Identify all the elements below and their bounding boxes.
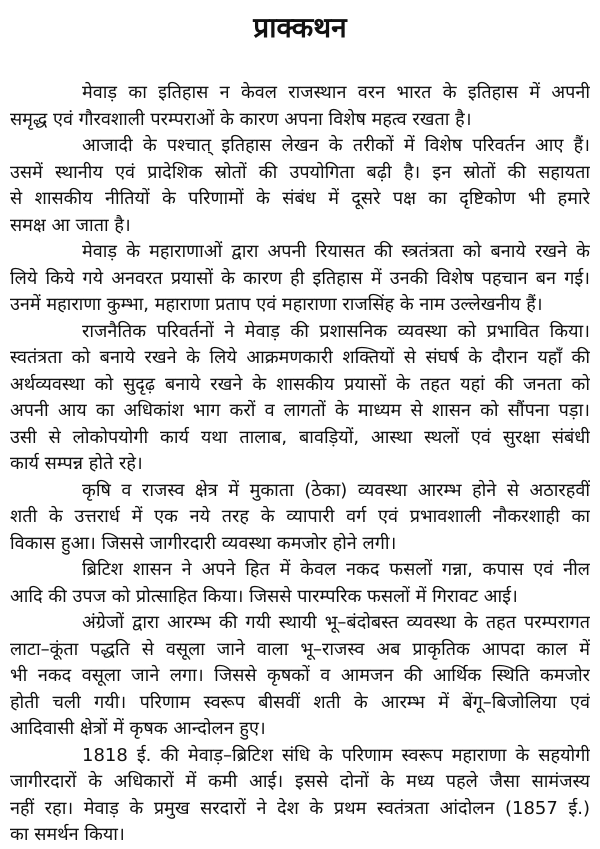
text-line: उसमें स्थानीय एवं प्रादेशिक स्रोतों की उपयोगिता बढ़ी है। इन स्रोतों की सहायता [10,161,590,183]
paragraph [10,80,590,133]
text-line: अर्थव्यवस्था को सुदृढ़ बनाये रखने के शासकीय प्रयासों के तहत यहां की जनता को [10,373,590,395]
text-line: कृषि व राजस्व क्षेत्र में मुकाता (ठेका) व्यवस्था आरम्भ होने से अठारहवीं [82,479,590,501]
paragraph [10,133,590,239]
text-line: राजनैतिक परिवर्तनों ने मेवाड़ की प्रशासनिक व्यवस्था को प्रभावित किया। [82,320,590,342]
text-line: नहीं रहा। मेवाड़ के प्रमुख सरदारों ने देश के प्रथम स्वतंत्रता आंदोलन (1857 ई.) [10,797,590,819]
text-line: आदिवासी क्षेत्रों में कृषक आन्दोलन हुए। [10,718,266,739]
text-line: ब्रिटिश शासन ने अपने हित में केवल नकद फसलों गन्ना, कपास एवं नील [82,559,590,580]
text-line: लिये किये गये अनवरत प्रयासों के कारण ही इतिहास में उनकी विशेष पहचान बन गई। [10,267,590,289]
text-line: उसी से लोकोपयोगी कार्य यथा तालाब, बावड़ियों, आस्था स्थलों एवं सुरक्षा संबंधी [10,426,590,448]
text-line: भी नकद वसूला जाने लगा। जिससे कृषकों व आमजन की आर्थिक स्थिति कमजोर [10,665,590,686]
text-line: समृद्ध एवं गौरवशाली परम्पराओं के कारण अपना विशेष महत्व रखता है। [10,108,472,130]
paragraph [10,610,590,743]
text-line: समक्ष आ जाता है। [10,214,131,236]
text-line: आजादी के पश्चात् इतिहास लेखन के तरीकों में विशेष परिवर्तन आए हैं। [82,135,590,156]
text-line: 1818 ई. की मेवाड़–ब्रिटिश संधि के परिणाम स्वरूप महाराणा के सहयोगी [82,744,590,766]
text-line: अंग्रेजों द्वारा आरम्भ की गयी स्थायी भू–बंदोबस्त व्यवस्था के तहत परम्परागत [82,612,590,633]
text-line: मेवाड़ का इतिहास न केवल राजस्थान वरन भारत के इतिहास में अपनी [82,82,590,103]
text-line: का समर्थन किया। [10,824,125,845]
text-line: अपनी आय का अधिकांश भाग करों व लागतों के माध्यम से शासन को सौंपना पड़ा। [10,400,590,421]
text-line: स्वतंत्रता को बनाये रखने के लिये आक्रमणकारी शक्तियों से संघर्ष के दौरान यहाँ की [10,347,590,368]
text-line: से शासकीय नीतियों के परिणामों के संबंध में दूसरे पक्ष का दृष्टिकोण भी हमारे [10,188,590,209]
text-line: मेवाड़ के महाराणाओं द्वारा अपनी रियासत की स्त्रतंत्रता को बनाये रखने के [82,241,590,262]
text-line: आदि की उपज को प्रोत्साहित किया। जिससे पारम्परिक फसलों में गिरावट आई। [10,585,518,607]
text-line: जागीरदारों के अधिकारों में कमी आई। इससे दोनों के मध्य पहले जैसा सामंजस्य [10,771,590,792]
text-line: शती के उत्तरार्ध में एक नये तरह के व्यापारी वर्ग एवं प्रभावशाली नौकरशाही का [10,506,590,527]
paragraph [10,319,590,478]
page-title: प्राक्कथन [253,11,347,44]
paragraph [10,478,590,558]
text-line: विकास हुआ। जिससे जागीरदारी व्यवस्था कमजोर होने लगी। [10,532,397,554]
text-line: होती चली गयी। परिणाम स्वरूप बीसवीं शती के आरम्भ में बेंगू–बिजोलिया एवं [10,691,590,713]
text-line: कार्य सम्पन्न होते रहे। [10,453,143,474]
paragraph [10,557,590,610]
paragraph [10,239,590,319]
text-line: लाटा–कूंता पद्धति से वसूला जाने वाला भू–राजस्व अब प्राकृतिक आपदा काल में [10,638,590,660]
paragraph [10,743,590,849]
document-body [10,80,590,849]
text-line: उनमें महाराणा कुम्भा, महाराणा प्रताप एवं महाराणा राजसिंह के नाम उल्लेखनीय हैं। [10,294,543,315]
